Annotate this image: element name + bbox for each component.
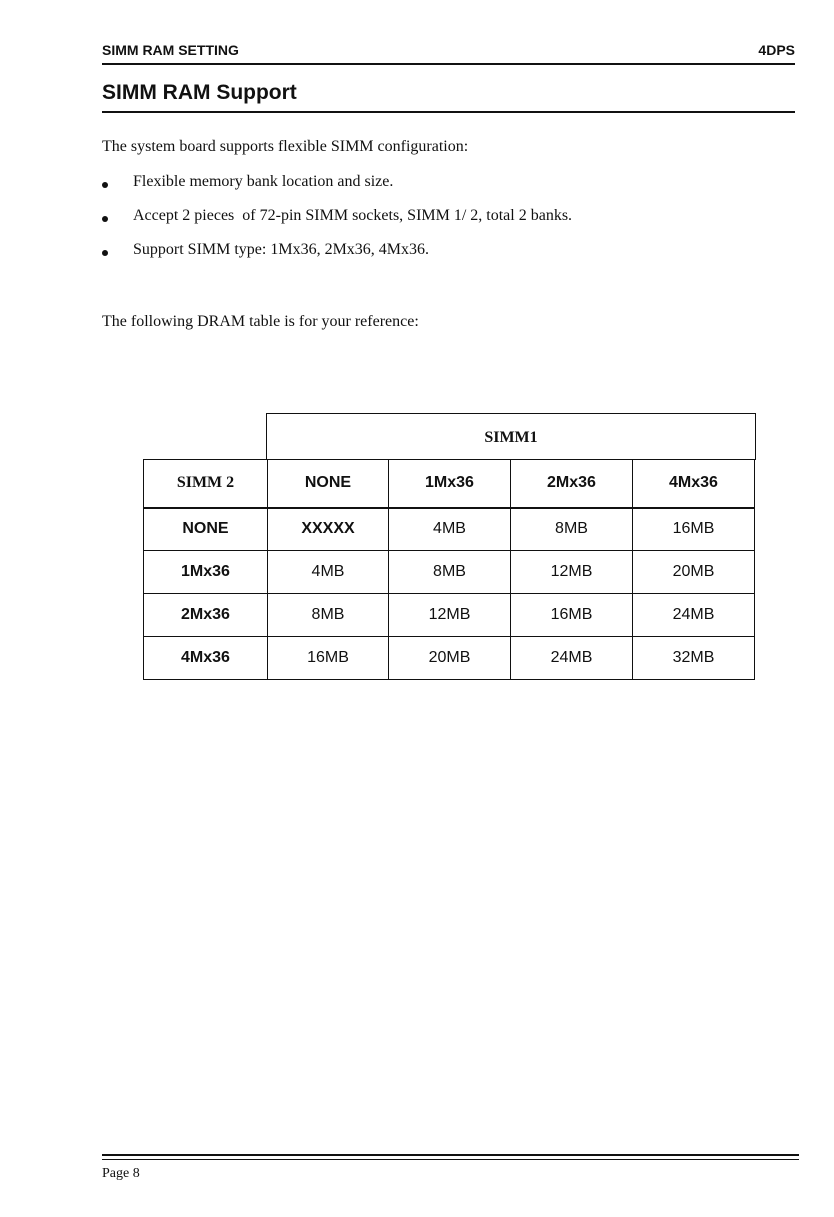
table-intro: The following DRAM table is for your reference: xyxy=(102,313,419,330)
list-item xyxy=(102,241,762,275)
table-cell: 8MB xyxy=(511,508,633,551)
table-cell: 8MB xyxy=(268,594,389,637)
table-cell: 16MB xyxy=(633,508,755,551)
row-header: 2Mx36 xyxy=(144,594,268,637)
table-header-row xyxy=(144,460,755,508)
table-row xyxy=(144,551,755,594)
list-item-text: Support SIMM type: 1Mx36, 2Mx36, 4Mx36. xyxy=(133,241,430,258)
feature-list xyxy=(102,173,762,275)
bullet-icon xyxy=(102,216,108,222)
table-cell: 12MB xyxy=(389,594,511,637)
simm2-row-group-header: SIMM 2 xyxy=(144,460,268,508)
footer-rule xyxy=(102,1154,799,1156)
table-cell: 16MB xyxy=(268,637,389,680)
bullet-icon xyxy=(102,250,108,256)
header-model-name: 4DPS xyxy=(758,42,795,58)
bullet-icon xyxy=(102,182,108,188)
footer-rule-thin xyxy=(102,1159,799,1160)
row-header: NONE xyxy=(144,508,268,551)
page-number: Page 8 xyxy=(102,1166,140,1181)
table-cell: XXXXX xyxy=(268,508,389,551)
table-cell: 8MB xyxy=(389,551,511,594)
dram-table xyxy=(143,459,755,680)
section-title: SIMM RAM Support xyxy=(102,81,297,104)
list-item xyxy=(102,173,762,207)
column-header: 2Mx36 xyxy=(511,460,633,508)
table-cell: 24MB xyxy=(511,637,633,680)
row-header: 1Mx36 xyxy=(144,551,268,594)
table-cell: 4MB xyxy=(268,551,389,594)
table-row xyxy=(144,637,755,680)
simm1-column-group-header: SIMM1 xyxy=(266,413,756,460)
table-cell: 20MB xyxy=(633,551,755,594)
column-header: 4Mx36 xyxy=(633,460,755,508)
table-cell: 20MB xyxy=(389,637,511,680)
column-header: NONE xyxy=(268,460,389,508)
table-cell: 4MB xyxy=(389,508,511,551)
table-cell: 24MB xyxy=(633,594,755,637)
header-rule xyxy=(102,63,795,65)
table-cell: 16MB xyxy=(511,594,633,637)
list-item xyxy=(102,207,762,241)
title-rule xyxy=(102,111,795,113)
table-row xyxy=(144,594,755,637)
list-item-text: Accept 2 pieces of 72-pin SIMM sockets, SIMM 1/ 2, total 2 banks. xyxy=(133,207,573,224)
table-cell: 12MB xyxy=(511,551,633,594)
table-row xyxy=(144,508,755,551)
header-section-name: SIMM RAM SETTING xyxy=(102,42,239,58)
intro-paragraph: The system board supports flexible SIMM configuration: xyxy=(102,138,469,155)
row-header: 4Mx36 xyxy=(144,637,268,680)
list-item-text: Flexible memory bank location and size. xyxy=(133,173,394,190)
table-cell: 32MB xyxy=(633,637,755,680)
column-header: 1Mx36 xyxy=(389,460,511,508)
